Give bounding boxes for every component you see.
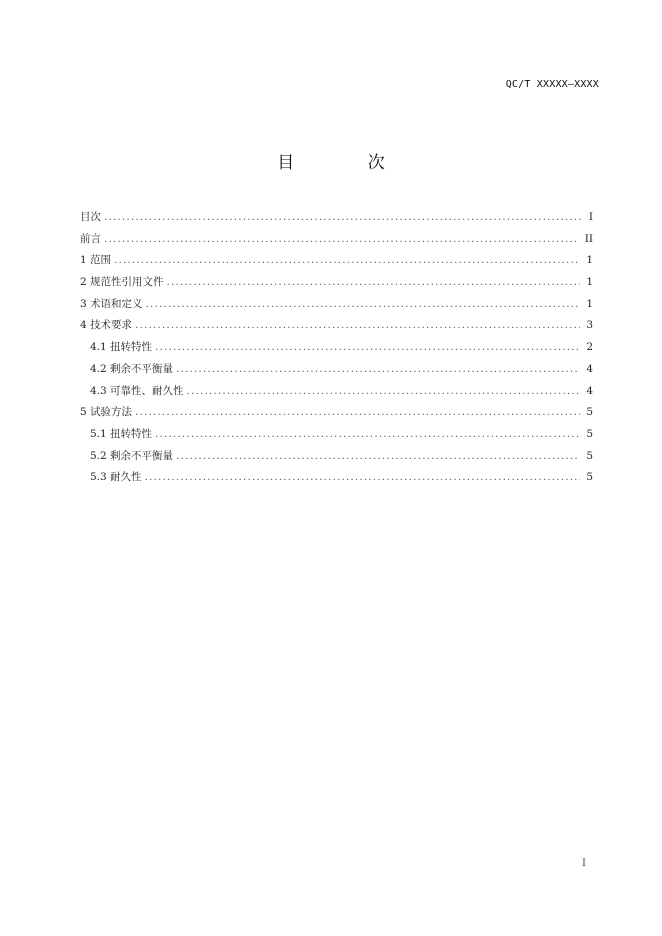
- toc-list: [80, 207, 593, 489]
- toc-entry-page: 1: [586, 297, 593, 310]
- toc-subentry[interactable]: [80, 337, 593, 359]
- toc-entry-page: 1: [586, 254, 593, 267]
- toc-entry-label: 1 范围: [80, 254, 112, 267]
- toc-entry-page: 3: [586, 319, 593, 332]
- toc-entry-label: 3 术语和定义: [80, 297, 143, 310]
- toc-entry-label: 4 技术要求: [80, 319, 133, 332]
- toc-entry-page: I: [588, 211, 593, 223]
- toc-subentry[interactable]: [80, 446, 593, 468]
- toc-subentry[interactable]: [80, 467, 593, 489]
- toc-entry[interactable]: [80, 294, 593, 316]
- toc-subentry[interactable]: [80, 424, 593, 446]
- toc-entry-page: 5: [586, 471, 593, 484]
- toc-entry[interactable]: [80, 207, 593, 229]
- toc-entry-label: 4.3 可靠性、耐久性: [90, 384, 184, 397]
- toc-entry-page: 4: [586, 384, 593, 397]
- toc-subentry[interactable]: [80, 359, 593, 381]
- toc-entry-label: 2 规范性引用文件: [80, 276, 164, 289]
- toc-leader: [176, 446, 580, 468]
- toc-entry-page: 4: [586, 362, 593, 375]
- toc-entry[interactable]: [80, 272, 593, 294]
- page-number: I: [582, 858, 586, 869]
- toc-entry-label: 4.1 扭转特性: [90, 341, 153, 354]
- toc-leader: [167, 272, 581, 294]
- toc-leader: [135, 315, 580, 337]
- toc-subentry[interactable]: [80, 381, 593, 403]
- toc-leader: [104, 207, 583, 229]
- toc-leader: [146, 294, 581, 316]
- toc-leader: [114, 250, 580, 272]
- toc-leader: [104, 229, 579, 251]
- toc-entry-page: II: [584, 232, 593, 245]
- toc-entry-page: 5: [586, 449, 593, 462]
- toc-leader: [145, 467, 581, 489]
- toc-leader: [135, 402, 580, 424]
- toc-leader: [176, 359, 580, 381]
- toc-entry-page: 1: [586, 276, 593, 289]
- toc-entry[interactable]: [80, 315, 593, 337]
- toc-entry-label: 5.1 扭转特性: [90, 427, 153, 440]
- toc-entry-label: 5.3 耐久性: [90, 471, 142, 484]
- toc-leader: [155, 337, 580, 359]
- toc-entry-label: 5 试验方法: [80, 406, 133, 419]
- toc-entry-label: 目次: [80, 211, 101, 223]
- toc-leader: [187, 381, 581, 403]
- toc-leader: [155, 424, 580, 446]
- document-code: QC/T XXXXX—XXXX: [505, 79, 599, 90]
- toc-entry-label: 4.2 剩余不平衡量: [90, 362, 174, 375]
- toc-entry-page: 5: [586, 406, 593, 419]
- toc-entry-page: 2: [586, 341, 593, 354]
- toc-entry-label: 前言: [80, 232, 101, 245]
- toc-entry[interactable]: [80, 250, 593, 272]
- toc-entry-label: 5.2 剩余不平衡量: [90, 449, 174, 462]
- toc-title: 目 次: [277, 153, 419, 173]
- toc-entry-page: 5: [586, 427, 593, 440]
- toc-entry[interactable]: [80, 229, 593, 251]
- toc-entry[interactable]: [80, 402, 593, 424]
